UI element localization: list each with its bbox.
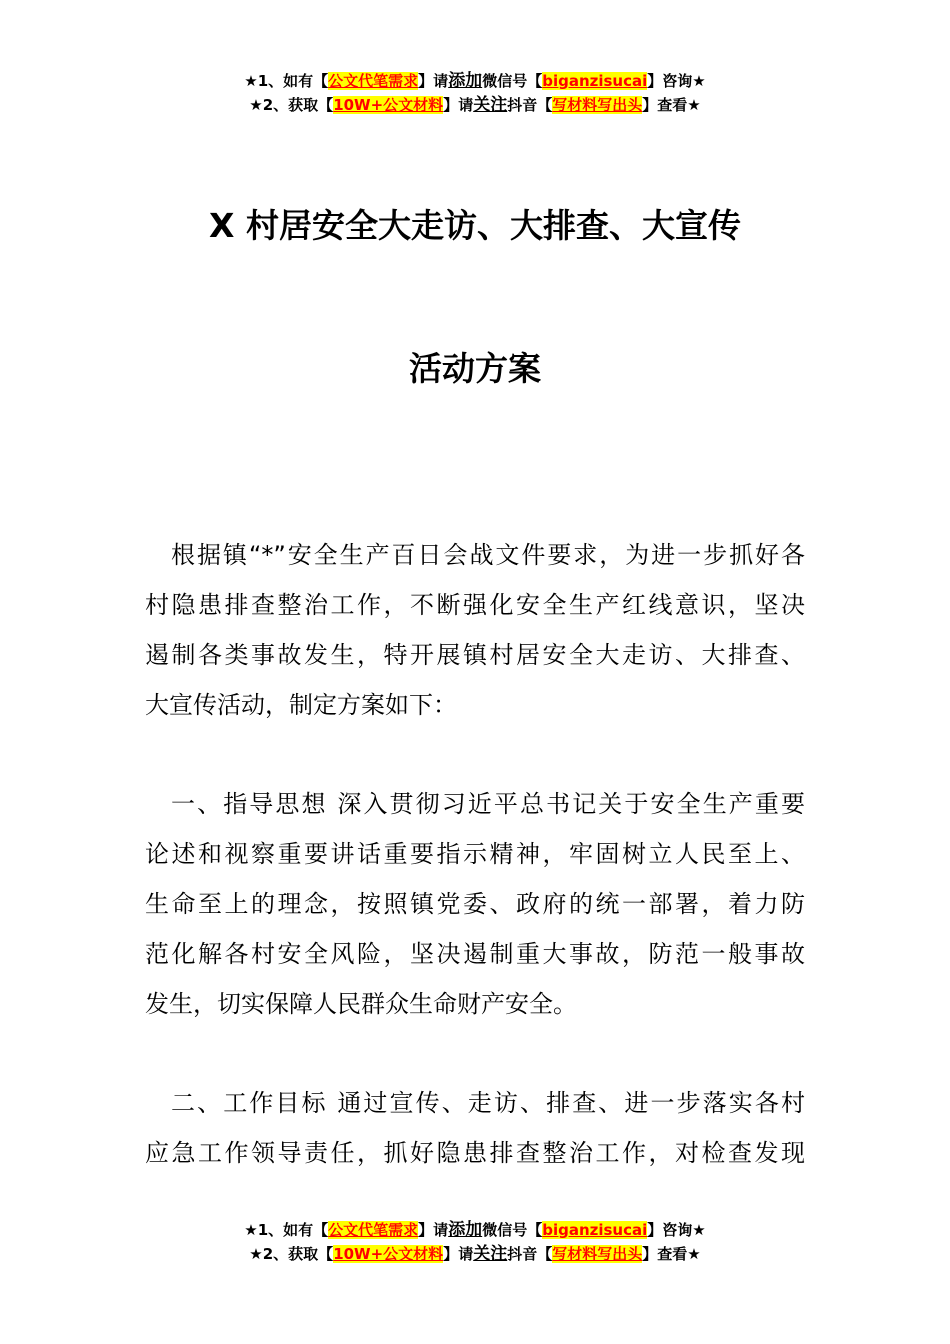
paragraph-line: 论述和视察重要讲话重要指示精神，牢固树立人民至上、 [145, 840, 805, 868]
wechat-id: biganzisucai [542, 1221, 648, 1239]
paragraph-line: 二、工作目标 通过宣传、走访、排查、进一步落实各村 [171, 1089, 805, 1117]
paragraph [145, 1078, 805, 1178]
paragraph-line: 村隐患排查整治工作，不断强化安全生产红线意识，坚决 [145, 591, 805, 619]
paragraph-line: 生命至上的理念，按照镇党委、政府的统一部署，着力防 [145, 890, 805, 918]
top-banner [0, 69, 950, 117]
banner-line-1: ★1、如有【公文代笔需求】请添加微信号【biganzisucai】咨询★ [244, 1220, 706, 1240]
title-line-1: X 村居安全大走访、大排查、大宣传 [209, 206, 741, 245]
paragraph-line: 应急工作领导责任，抓好隐患排查整治工作，对检查发现 [145, 1139, 805, 1167]
paragraph-line: 大宣传活动，制定方案如下： [145, 691, 457, 719]
banner-line-1: ★1、如有【公文代笔需求】请添加微信号【biganzisucai】咨询★ [244, 71, 706, 91]
document-body [145, 530, 805, 1227]
douyin-id: 写材料写出头 [552, 1245, 643, 1263]
bottom-banner [0, 1218, 950, 1266]
paragraph-line: 根据镇“*”安全生产百日会战文件要求，为进一步抓好各 [171, 541, 805, 569]
paragraph [145, 530, 805, 730]
paragraph [145, 779, 805, 1029]
highlight: 10W+公文材料 [333, 96, 444, 114]
paragraph-line: 范化解各村安全风险，坚决遏制重大事故，防范一般事故 [145, 940, 805, 968]
paragraph-line: 发生，切实保障人民群众生命财产安全。 [145, 990, 577, 1018]
banner-line-2: ★2、获取【10W+公文材料】请关注抖音【写材料写出头】查看★ [249, 95, 701, 115]
highlight: 公文代笔需求 [328, 1221, 419, 1239]
douyin-id: 写材料写出头 [552, 96, 643, 114]
highlight: 10W+公文材料 [333, 1245, 444, 1263]
wechat-id: biganzisucai [542, 72, 648, 90]
highlight: 公文代笔需求 [328, 72, 419, 90]
banner-line-2: ★2、获取【10W+公文材料】请关注抖音【写材料写出头】查看★ [249, 1244, 701, 1264]
paragraph-line: 一、指导思想 深入贯彻习近平总书记关于安全生产重要 [171, 790, 805, 818]
paragraph-line: 遏制各类事故发生，特开展镇村居安全大走访、大排查、 [145, 641, 805, 669]
title-line-2: 活动方案 [409, 349, 541, 388]
